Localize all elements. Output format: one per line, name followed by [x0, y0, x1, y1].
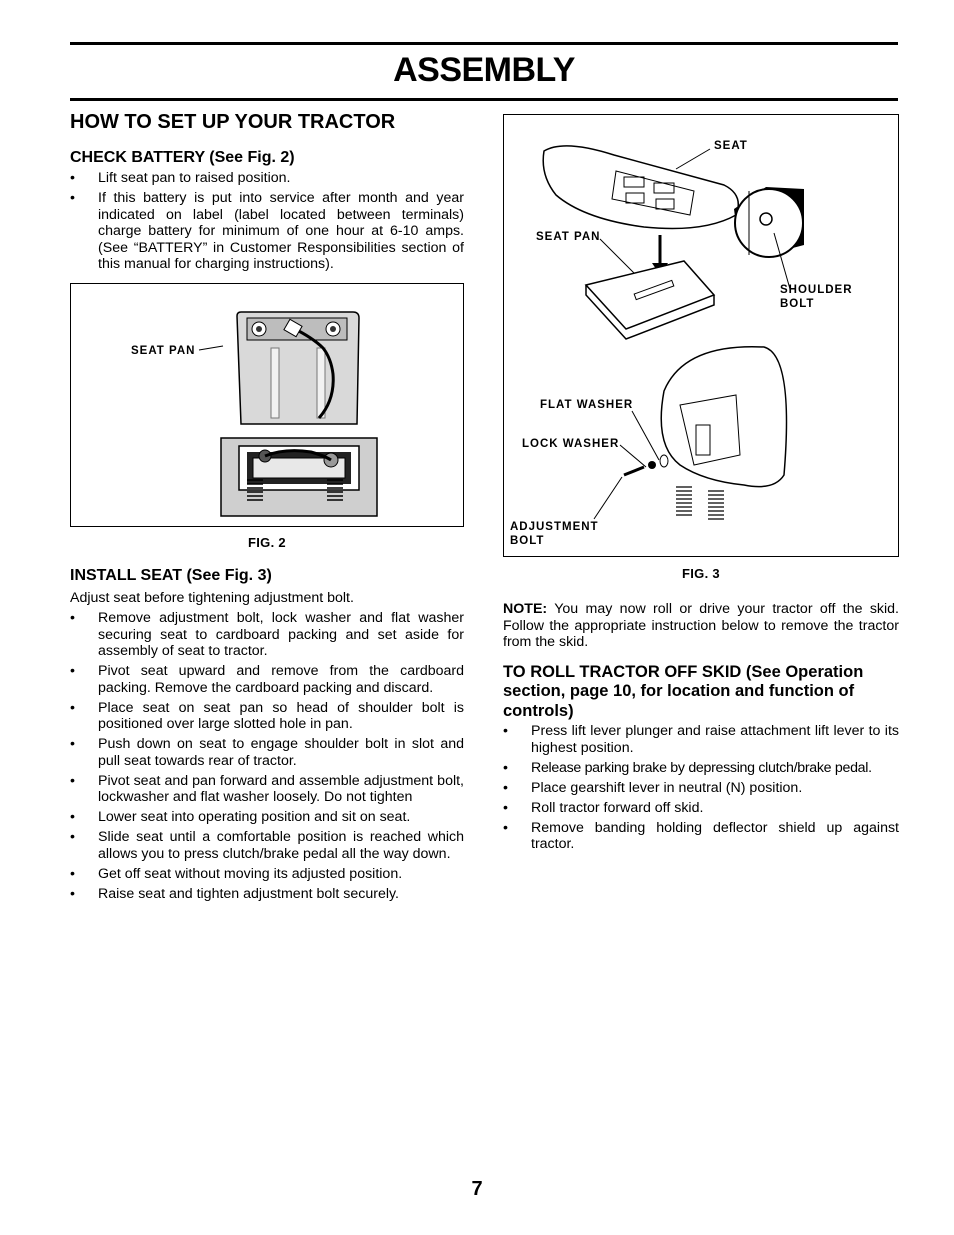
callout-shoulder-bolt: SHOULDER BOLT [780, 284, 853, 310]
header-rule-bottom [70, 98, 898, 101]
list-item: • Remove banding holding deflector shield up against tractor. [503, 819, 899, 852]
figure-2-caption: FIG. 2 [248, 534, 286, 550]
list-item: • Pivot seat upward and remove from the cardboard packing. Remove the cardboard packing and discard. [70, 663, 464, 696]
seat-assembly-illustration [504, 115, 898, 556]
callout-flat-washer: FLAT WASHER [540, 399, 634, 411]
battery-heading: CHECK BATTERY (See Fig. 2) [70, 149, 295, 166]
callout-seat-pan: SEAT PAN [131, 344, 196, 357]
list-item: • Lift seat pan to raised position. [70, 170, 291, 186]
figure-3 [503, 114, 899, 557]
battery-compartment-illustration [71, 284, 463, 526]
list-item: • Press lift lever plunger and raise attachment lift lever to its highest position. [503, 723, 899, 756]
callout-adjustment-bolt: ADJUSTMENT BOLT [510, 521, 599, 547]
callout-seat-pan: SEAT PAN [536, 231, 601, 243]
install-intro: Adjust seat before tightening adjustment bolt. [70, 589, 354, 606]
list-item: • If this battery is put into service after month and year indicated on label (label located between terminals) charge battery for minimum of one hour at 6-10 amps. (See “BATTERY” in Customer Responsibilities section of this manual for charging instructions). [70, 190, 464, 272]
install-list [70, 610, 464, 902]
callout-lock-washer: LOCK WASHER [522, 438, 620, 450]
right-column [503, 114, 899, 856]
list-item: • Roll tractor forward off skid. [503, 799, 704, 816]
figure-3-caption: FIG. 3 [682, 566, 720, 581]
list-item: • Raise seat and tighten adjustment bolt securely. [70, 885, 399, 902]
page-number: 7 [471, 1178, 483, 1200]
install-heading: INSTALL SEAT (See Fig. 3) [70, 566, 272, 584]
page-title: ASSEMBLY [393, 51, 575, 89]
list-item: • Slide seat until a comfortable position is reached which allows you to press clutch/brake pedal all the way down. [70, 829, 464, 862]
section-title: HOW TO SET UP YOUR TRACTOR [70, 111, 396, 133]
list-item: • Push down on seat to engage shoulder bolt in slot and pull seat towards rear of tractor. [70, 736, 464, 769]
note-paragraph: NOTE: You may now roll or drive your tractor off the skid. Follow the appropriate instruction below to remove the tractor from the skid. [503, 601, 899, 650]
list-item: • Get off seat without moving its adjusted position. [70, 865, 403, 882]
list-item: • Release parking brake by depressing clutch/brake pedal. [503, 759, 872, 776]
list-item: • Remove adjustment bolt, lock washer and flat washer securing seat to cardboard packing and set aside for assembly of seat to tractor. [70, 610, 464, 659]
roll-list [503, 723, 899, 853]
figure-2 [70, 283, 464, 527]
list-item: • Place seat on seat pan so head of shoulder bolt is positioned over large slotted hole in pan. [70, 699, 464, 732]
callout-seat: SEAT [714, 140, 748, 152]
list-item: • Place gearshift lever in neutral (N) position. [503, 779, 803, 796]
header-rule-top [70, 42, 898, 45]
list-item: • Lower seat into operating position and sit on seat. [70, 809, 411, 825]
list-item: • Pivot seat and pan forward and assemble adjustment bolt, lockwasher and flat washer loosely. Do not tighten [70, 772, 464, 805]
roll-heading: TO ROLL TRACTOR OFF SKID (See Operation section, page 10, for location and function of controls) [503, 662, 864, 720]
battery-list [70, 170, 464, 273]
left-column [70, 110, 464, 906]
